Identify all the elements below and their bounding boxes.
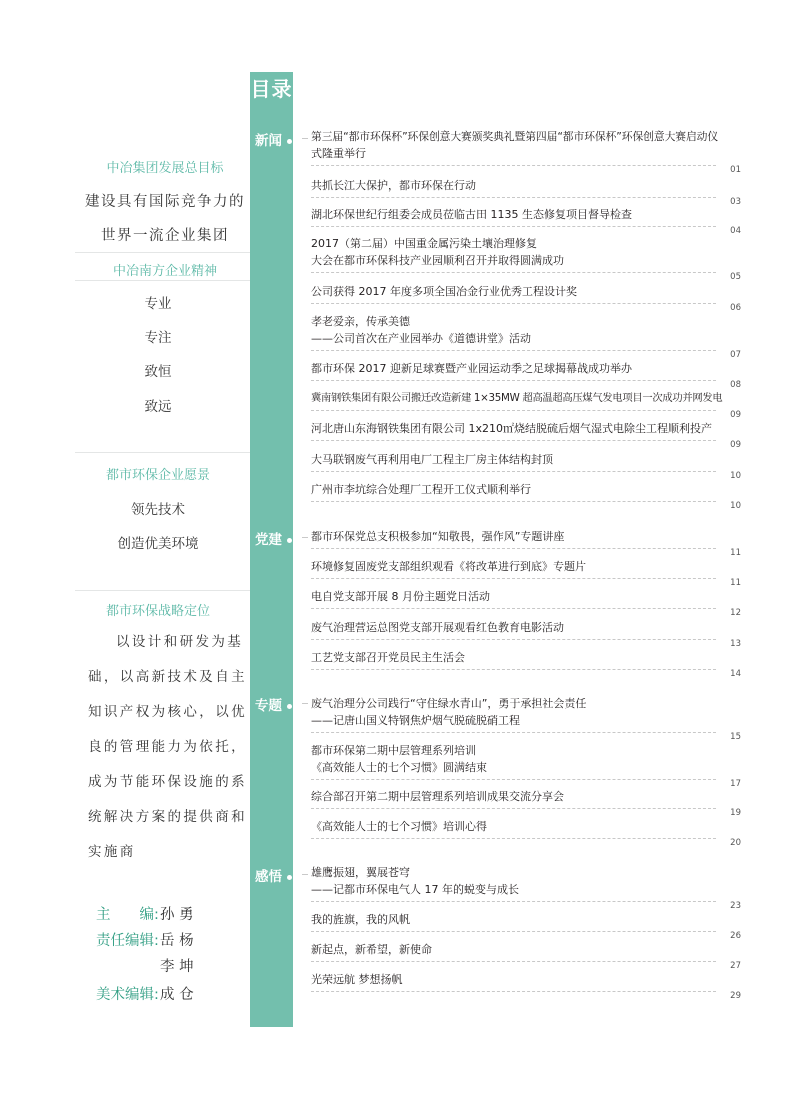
toc-entry[interactable] xyxy=(311,528,741,558)
toc-page-number: 05 xyxy=(730,272,741,282)
credit-name: 孙 勇 xyxy=(160,907,194,923)
goal-line-1: 建设具有国际竞争力的 xyxy=(85,194,245,210)
toc-entry[interactable] xyxy=(311,695,741,742)
toc-entry[interactable] xyxy=(311,390,741,420)
toc-page-number: 03 xyxy=(730,197,741,207)
category-news[interactable] xyxy=(255,129,292,149)
toc-entry[interactable] xyxy=(311,864,741,911)
category-label: 新闻 xyxy=(255,133,282,149)
toc-leader-line xyxy=(311,991,716,992)
category-connector xyxy=(302,537,308,539)
positioning-line: 良的管理能力为依托， xyxy=(88,739,247,755)
toc-entry-title: 孝老爱亲，传承美德 xyxy=(311,315,410,328)
toc-entry[interactable] xyxy=(311,128,741,175)
toc-entry-title: 综合部召开第二期中层管理系列培训成果交流分享会 xyxy=(311,790,564,803)
toc-entry-title: 都市环保党总支积极参加“知敬畏，强作风”专题讲座 xyxy=(311,530,565,543)
toc-entry-title: 2017（第二届）中国重金属污染土壤治理修复 xyxy=(311,237,537,250)
credit-label: 主 编: xyxy=(96,907,159,923)
toc-entry-title: 式隆重举行 xyxy=(311,147,366,160)
toc-leader-line xyxy=(311,779,716,780)
spirit-title: 中冶南方企业精神 xyxy=(112,264,217,279)
positioning-title: 都市环保战略定位 xyxy=(105,604,210,619)
toc-entry-title: ——记唐山国义特钢焦炉烟气脱硫脱硝工程 xyxy=(311,714,520,727)
divider xyxy=(75,452,250,453)
toc-leader-line xyxy=(311,901,716,902)
vision-item: 领先技术 xyxy=(131,502,185,518)
toc-entry-title: 第三届“都市环保杯”环保创意大赛颁奖典礼暨第四届“都市环保杯”环保创意大赛启动仪 xyxy=(311,130,719,143)
category-reflection[interactable] xyxy=(255,865,292,885)
toc-page-number: 15 xyxy=(730,732,741,742)
toc-page-number: 19 xyxy=(730,808,741,818)
toc-entry-title: 光荣远航 梦想扬帆 xyxy=(311,973,403,986)
toc-entry[interactable] xyxy=(311,420,741,450)
credit-row xyxy=(96,929,194,975)
toc-entry-title: 我的旌旗，我的风帆 xyxy=(311,913,410,926)
toc-leader-line xyxy=(311,548,716,549)
spirit-item: 致恒 xyxy=(144,364,172,380)
toc-entry-title: 广州市李坑综合处理厂工程开工仪式顺利举行 xyxy=(311,483,531,496)
category-label: 感悟 xyxy=(255,869,282,885)
positioning-line: 以设计和研发为基 xyxy=(116,634,244,650)
bullet-icon xyxy=(287,875,292,880)
toc-entry-title: 工艺党支部召开党员民主生活会 xyxy=(311,651,465,664)
toc-leader-line xyxy=(311,410,716,411)
toc-entry[interactable] xyxy=(311,558,741,588)
toc-leader-line xyxy=(311,303,716,304)
toc-entry-title: 公司获得 2017 年度多项全国冶金行业优秀工程设计奖 xyxy=(311,285,577,298)
goal-title: 中冶集团发展总目标 xyxy=(106,161,224,176)
toc-entry[interactable] xyxy=(311,206,741,236)
toc-leader-line xyxy=(311,608,716,609)
goal-line-2: 世界一流企业集团 xyxy=(101,228,229,244)
credit-label: 美术编辑: xyxy=(96,987,159,1003)
toc-page-number: 10 xyxy=(730,471,741,481)
toc-entry-title: 共抓长江大保护，都市环保在行动 xyxy=(311,179,476,192)
category-special[interactable] xyxy=(255,694,292,714)
positioning-line: 成为节能环保设施的系 xyxy=(88,774,247,790)
toc-entry[interactable] xyxy=(311,588,741,618)
toc-entry[interactable] xyxy=(311,911,741,941)
toc-page-number: 06 xyxy=(730,303,741,313)
toc-entry[interactable] xyxy=(311,451,741,481)
toc-page-number: 26 xyxy=(730,931,741,941)
toc-page-number: 20 xyxy=(730,838,741,848)
spirit-item: 专业 xyxy=(144,296,172,312)
vision-title: 都市环保企业愿景 xyxy=(105,468,210,483)
toc-entry-title: 都市环保 2017 迎新足球赛暨产业园运动季之足球揭幕战成功举办 xyxy=(311,362,632,375)
toc-entry-title: 冀南钢铁集团有限公司搬迁改造新建 1×35MW 超高温超高压煤气发电项目一次成功并网发电 xyxy=(311,392,723,404)
toc-entry[interactable] xyxy=(311,235,741,282)
toc-page-number: 13 xyxy=(730,639,741,649)
divider xyxy=(75,280,250,281)
divider xyxy=(75,590,250,591)
toc-entry-title: 新起点，新希望，新使命 xyxy=(311,943,432,956)
toc-entry-title: 雄鹰振翅，翼展苍穹 xyxy=(311,866,410,879)
positioning-line: 础，以高新技术及自主 xyxy=(88,669,247,685)
toc-page-number: 09 xyxy=(730,410,741,420)
toc-entry[interactable] xyxy=(311,481,741,511)
toc-entry-title: ——公司首次在产业园举办《道德讲堂》活动 xyxy=(311,332,531,345)
toc-leader-line xyxy=(311,380,716,381)
category-connector xyxy=(302,874,308,876)
toc-entry[interactable] xyxy=(311,941,741,971)
toc-page-number: 11 xyxy=(730,578,741,588)
toc-entry[interactable] xyxy=(311,649,741,679)
toc-leader-line xyxy=(311,165,716,166)
toc-leader-line xyxy=(311,639,716,640)
toc-page-number: 27 xyxy=(730,961,741,971)
toc-leader-line xyxy=(311,578,716,579)
toc-page-number: 29 xyxy=(730,991,741,1001)
toc-entry-title: 都市环保第二期中层管理系列培训 xyxy=(311,744,476,757)
toc-entry[interactable] xyxy=(311,619,741,649)
toc-leader-line xyxy=(311,961,716,962)
bullet-icon xyxy=(287,538,292,543)
toc-page-number: 08 xyxy=(730,380,741,390)
vision-item: 创造优美环境 xyxy=(117,536,199,552)
category-label: 专题 xyxy=(255,698,282,714)
toc-leader-line xyxy=(311,732,716,733)
toc-page-number: 10 xyxy=(730,501,741,511)
category-connector xyxy=(302,138,308,140)
bullet-icon xyxy=(287,704,292,709)
toc-entry-title: 大会在都市环保科技产业园顺利召开并取得圆满成功 xyxy=(311,254,564,267)
divider xyxy=(75,252,250,253)
toc-leader-line xyxy=(311,440,716,441)
toc-page-number: 09 xyxy=(730,440,741,450)
toc-entry[interactable] xyxy=(311,971,741,1001)
toc-entry-title: 河北唐山东海钢铁集团有限公司 1x210㎡烧结脱硫后烟气湿式电除尘工程顺利投产 xyxy=(311,422,712,435)
toc-page-number: 23 xyxy=(730,901,741,911)
toc-leader-line xyxy=(311,197,716,198)
toc-leader-line xyxy=(311,226,716,227)
category-party[interactable] xyxy=(255,528,292,548)
toc-entry-title: ——记都市环保电气人 17 年的蜕变与成长 xyxy=(311,883,519,896)
toc-leader-line xyxy=(311,669,716,670)
toc-page-number: 07 xyxy=(730,350,741,360)
credit-row xyxy=(96,903,194,924)
toc-page-number: 17 xyxy=(730,779,741,789)
toc-leader-line xyxy=(311,501,716,502)
toc-entry-title: 电自党支部开展 8 月份主题党日活动 xyxy=(311,590,490,603)
toc-page-number: 11 xyxy=(730,548,741,558)
toc-leader-line xyxy=(311,350,716,351)
credit-name: 成 仓 xyxy=(160,987,194,1003)
toc-leader-line xyxy=(311,838,716,839)
positioning-line: 实施商 xyxy=(88,844,136,860)
toc-entry-title: 《高效能人士的七个习惯》圆满结束 xyxy=(311,761,487,774)
toc-entry[interactable] xyxy=(311,177,741,207)
credit-label: 责任编辑: xyxy=(96,933,159,949)
toc-entry[interactable] xyxy=(311,313,741,360)
toc-entry-title: 废气治理营运总图党支部开展观看红色教育电影活动 xyxy=(311,621,564,634)
toc-entry-title: 《高效能人士的七个习惯》培训心得 xyxy=(311,820,487,833)
spirit-item: 致远 xyxy=(144,399,172,415)
toc-leader-line xyxy=(311,471,716,472)
toc-page-number: 01 xyxy=(730,165,741,175)
credit-row xyxy=(96,983,194,1004)
credit-name: 岳 杨 xyxy=(160,933,194,949)
toc-entry[interactable] xyxy=(311,360,741,390)
toc-entry[interactable] xyxy=(311,788,741,818)
toc-entry[interactable] xyxy=(311,818,741,848)
toc-entry[interactable] xyxy=(311,742,741,789)
positioning-text xyxy=(88,625,247,870)
category-connector xyxy=(302,703,308,705)
toc-page-number: 12 xyxy=(730,608,741,618)
toc-entry[interactable] xyxy=(311,283,741,313)
positioning-line: 知识产权为核心，以优 xyxy=(88,704,247,720)
toc-entry-title: 湖北环保世纪行组委会成员莅临古田 1135 生态修复项目督导检查 xyxy=(311,208,632,221)
category-label: 党建 xyxy=(255,532,282,548)
toc-entry-title: 大马联钢废气再利用电厂工程主厂房主体结构封顶 xyxy=(311,453,553,466)
toc-leader-line xyxy=(311,808,716,809)
toc-title: 目录 xyxy=(250,77,293,101)
positioning-line: 统解决方案的提供商和 xyxy=(88,809,247,825)
toc-page-number: 14 xyxy=(730,669,741,679)
bullet-icon xyxy=(287,139,292,144)
toc-entry-title: 环境修复固废党支部组织观看《将改革进行到底》专题片 xyxy=(311,560,586,573)
toc-leader-line xyxy=(311,931,716,932)
toc-entry-title: 废气治理分公司践行“守住绿水青山”，勇于承担社会责任 xyxy=(311,697,587,710)
credit-name: 李 坤 xyxy=(160,959,194,975)
toc-page-number: 04 xyxy=(730,226,741,236)
toc-leader-line xyxy=(311,272,716,273)
spirit-item: 专注 xyxy=(144,330,172,346)
